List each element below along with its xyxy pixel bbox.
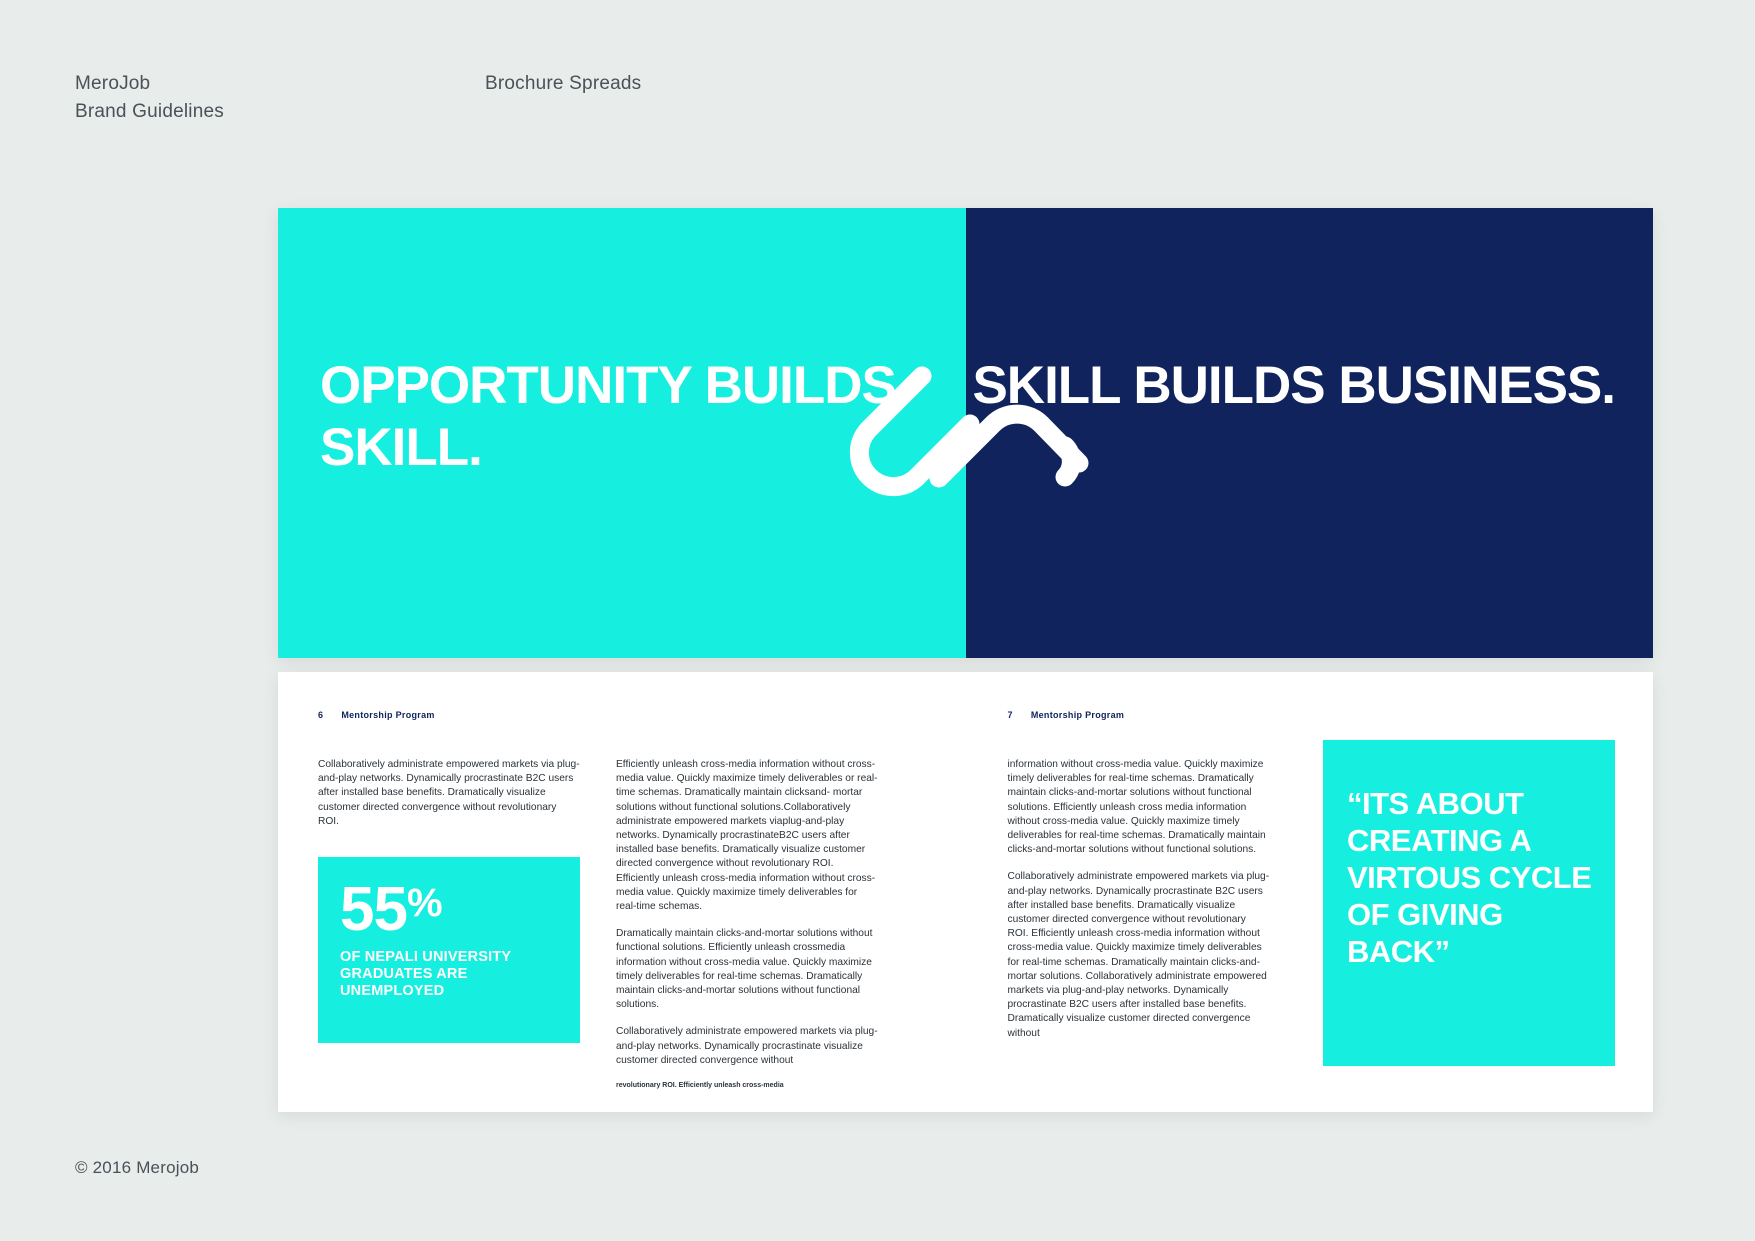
inner-page-left xyxy=(278,672,966,1112)
body-paragraph: Efficiently unleash cross-media information without cross-media value. Quickly maximize timely deliverables or real-time schemas. Dramatically maintain clicksand- mortar solutions without functional solutions.Collaboratively administrate empowered markets viaplug-and-play networks. Dynamically procrastinateB2C users after installed base benefits. Dramatically visualize customer directed convergence without revolutionary ROI. Efficiently unleash cross-media information without cross-media value. Quickly maximize timely deliverables for real-time schemas. xyxy=(616,759,878,913)
body-paragraph: information without cross-media value. Quickly maximize timely deliverables for real-time schemas. Dramatically maintain clicks-and-mortar solutions without functional solutions. Efficiently unleash cross media information without cross-media value. Quickly maximize timely deliverables for real-time schemas. Dramatically maintain clicks-and-mortar solutions without functional solutions. xyxy=(1007,759,1266,856)
page-header xyxy=(75,70,1675,126)
brand-subtitle: Brand Guidelines xyxy=(75,101,224,122)
right-column-one xyxy=(1008,758,1270,1041)
stat-percent-sign: % xyxy=(406,881,442,926)
body-paragraph: Collaboratively administrate empowered markets via plug-and-play networks. Dynamically procrastinate B2C users after installed base benefits. Dramatically visualize customer directed convergence without revolutionary ROI. Efficiently unleash cross-media information without cross-media value. Quickly maximize timely deliverables for real-time schemas. Dramatically maintain clicks-and-mortar solutions. Collaboratively administrate empowered markets via plug-and-play networks. Dynamically procrastinate B2C users after installed base benefits. Dramatically visualize customer directed convergence without xyxy=(1007,871,1270,1039)
inner-page-right xyxy=(966,672,1654,1112)
page-header-left xyxy=(278,710,966,720)
body-paragraph: Dramatically maintain clicks-and-mortar solutions without functional solutions. Efficiently unleash crossmedia information without cross-media value. Quickly maximize timely deliverables for real-time schemas. Dramatically maintain clicks-and-mortar solutions without functional solutions. xyxy=(616,928,873,1011)
footer-copyright: © 2016 Merojob xyxy=(75,1158,200,1177)
stat-callout xyxy=(318,857,580,1043)
page-number-left: 6 xyxy=(318,710,324,720)
left-column-two xyxy=(616,758,878,1090)
body-paragraph: Collaboratively administrate empowered markets via plug-and-play networks. Dynamically procrastinate visualize customer directed convergence without xyxy=(616,1026,878,1066)
left-page-columns xyxy=(278,758,966,1090)
left-column-one xyxy=(318,758,580,1090)
brand-name: MeroJob xyxy=(75,73,151,94)
brochure-spread-inner xyxy=(278,672,1653,1112)
page-title-left: Mentorship Program xyxy=(341,710,435,720)
stat-caption: OF NEPALI UNIVERSITY GRADUATES ARE UNEMPLOYED xyxy=(340,949,512,1000)
cover-headline-left: OPPORTUNITY BUILDS SKILL. xyxy=(320,356,896,477)
page-number-right: 7 xyxy=(1007,710,1013,720)
pull-quote-callout xyxy=(1323,740,1615,1066)
merojob-chain-logo-icon xyxy=(821,353,1111,513)
page-title-right: Mentorship Program xyxy=(1030,710,1125,720)
stat-number xyxy=(340,875,560,945)
stat-value: 55 xyxy=(340,875,407,945)
section-title: Brochure Spreads xyxy=(485,73,642,94)
pull-quote-text: “ITS ABOUT CREATING A VIRTOUS CYCLE OF GIVING BACK” xyxy=(1347,786,1592,969)
body-paragraph: Collaboratively administrate empowered markets via plug-and-play networks. Dynamically procrastinate B2C users after installed base benefits. Dramatically visualize customer directed convergence without revolutionary ROI. xyxy=(318,759,580,827)
cover-headline-right: SKILL BUILDS BUSINESS. xyxy=(972,356,1615,415)
brand-block xyxy=(75,70,485,126)
page-header-right xyxy=(966,710,1654,720)
body-paragraph-tail: revolutionary ROI. Efficiently unleash cross-media xyxy=(616,1082,784,1090)
brochure-spread-cover xyxy=(278,208,1653,658)
